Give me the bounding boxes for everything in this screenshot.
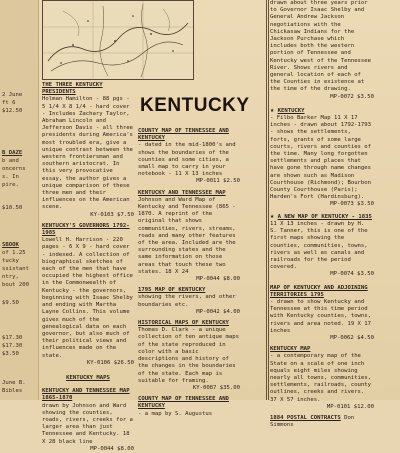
column-left bbox=[42, 82, 134, 453]
item-description: - a contemporary map of the State on a scale of one inch equals eight miles showing nearly all towns, communities, settlements, railroads, county outlines, creeks and rivers. 37 X 57 inches. bbox=[270, 353, 372, 403]
strip-fragment: Bibles bbox=[2, 388, 23, 394]
strip-fragment: ssistant bbox=[2, 266, 29, 272]
antique-map-illustration bbox=[42, 0, 194, 80]
map-drawing bbox=[43, 1, 193, 79]
page-title: KENTUCKY bbox=[140, 95, 250, 116]
strip-fragment: $17.30 bbox=[2, 335, 23, 341]
item-description: Don Simmons bbox=[270, 414, 355, 429]
left-page-strip bbox=[0, 0, 39, 400]
item-price: MP-0042 $4.00 bbox=[196, 308, 240, 315]
item-heading: KENTUCKY'S GOVERNORS 1792-1985 bbox=[42, 222, 130, 237]
item-price: MP-0073 $3.50 bbox=[330, 201, 374, 208]
strip-fragment: $10.50 bbox=[2, 205, 23, 211]
item-heading: THE THREE KENTUCKY PRESIDENTS bbox=[42, 82, 103, 96]
item-description: - Filbo Barker Map 11 X 17 inches - drawn about 1792-1793 - shows the settlements, forts, grants of some large courts, rivers and counties of the time. Many long forgotten settlements and places that have gone through name changes are shown such as Madison Courthouse (Richmond); Bourbon County Courthouse (Paris); Harden's Fort (Hardinsburg). bbox=[270, 115, 372, 201]
item-heading: KENTUCKY AND TENNESSEE MAP bbox=[138, 189, 226, 196]
strip-fragment: of 1.25 bbox=[2, 250, 26, 256]
strip-fragment: tucky bbox=[2, 258, 19, 264]
item-heading: A NEW MAP OF KENTUCKY - 1835 bbox=[277, 213, 372, 220]
strip-fragment: ft 6 bbox=[2, 100, 16, 106]
item-description: Holman Hamilton - 88 pgs - 5 1/4 X 8 1/4 - hard cover - Includes Zachary Taylor, Abraham Lincoln and Jefferson Davis - all three presidents during America's most troubled era, give a unique contrast between the western frontiersman and southern aristocrat. In this very provocative essay, the author gives a unique comparison of these three men and their influences on the American scene. bbox=[42, 96, 133, 211]
item-heading: 1795 MAP OF KENTUCKY bbox=[138, 287, 206, 294]
item-description: drawn by Johnson and Ward showing the counties, roads, rivers, creeks for a larger area than just Tennessee and Kentucky. 18 X 28 black line bbox=[42, 402, 133, 445]
item-heading: KENTUCKY bbox=[277, 107, 305, 114]
item-price: MP-0074 $3.50 bbox=[330, 271, 374, 278]
strip-fragment: B DAZE bbox=[2, 150, 23, 156]
item-description: Johnson and Ward Map of Kentucky and Tennessee (865 - 1870. A reprint of the original that shows communities, rivers, streams, roads and many other features of the area. Included are the surrounding states and the same information on those areas that touch these two states. 18 X 24 bbox=[138, 196, 236, 275]
item-description: - dated in the mid-1800's and shows the boundaries of the counties and some cities, a small map to carry in your notebook - 11 X 13 inches bbox=[138, 142, 236, 178]
column-middle bbox=[138, 128, 240, 418]
item-heading: KENTUCKY MAP bbox=[270, 346, 311, 353]
item-heading: HISTORICAL MAPS OF KENTUCKY bbox=[138, 320, 229, 327]
strip-fragment: bout 200 bbox=[2, 282, 29, 288]
star-icon: ★ bbox=[270, 105, 275, 114]
item-description: 11 X 13 inches - drawn by H. S. Tanner, this is one of the first maps showing the counties, communities, towns, rivers as well as canals and railroads for the period covered. bbox=[270, 220, 368, 271]
strip-fragment: b and bbox=[2, 158, 19, 164]
strip-fragment: SBOOK bbox=[2, 242, 19, 248]
column-divider bbox=[268, 0, 269, 400]
star-icon: ★ bbox=[270, 211, 275, 220]
item-price: MP-0062 $4.50 bbox=[330, 334, 374, 341]
strip-fragment: $3.50 bbox=[2, 351, 19, 357]
section-heading: KENTUCKY MAPS bbox=[66, 374, 110, 381]
strip-fragment: oncerns bbox=[2, 166, 26, 172]
column-right bbox=[270, 0, 374, 429]
item-price: MP-0101 $12.00 bbox=[326, 403, 374, 410]
strip-fragment: $9.50 bbox=[2, 300, 19, 306]
item-price: MP-0044 $8.00 bbox=[196, 276, 240, 283]
strip-fragment: s. In bbox=[2, 174, 19, 180]
strip-fragment: $12.50 bbox=[2, 108, 23, 114]
item-heading: COUNTY MAP OF TENNESSEE AND KENTUCKY bbox=[138, 396, 229, 410]
item-heading: 1884 POSTAL CONTRACTS bbox=[270, 414, 341, 421]
item-description: - a map by S. Augustus bbox=[138, 410, 213, 417]
strip-fragment: June B. bbox=[2, 380, 26, 386]
item-price: MP-0011 $2.50 bbox=[196, 178, 240, 185]
strip-fragment: 2 June bbox=[2, 92, 23, 98]
item-description: Lowell H. Harrison - 220 pages - 6 X 9 - hard cover - indexed. A collection of biographical sketches of each of the men that have occupied the highest office in the Commonwealth of Kentucky - the governors, beginning with Isaac Shelby and ending with Martha Layne Collins. This volume gives much of the genealogical data on each governor, but also much of their political views and influences made on the state. bbox=[42, 237, 133, 359]
item-description: - drawn to show Kentucky and Tennessee at this time period with Kentucky counties, towns, rivers and area noted. 19 X 17 inches bbox=[270, 298, 372, 334]
item-price: MP-0072 $3.50 bbox=[330, 93, 374, 100]
column-divider bbox=[266, 0, 267, 400]
item-price: KY-0103 $7.50 bbox=[90, 211, 134, 218]
item-heading: KENTUCKY AND TENNESSEE MAP 1865-1870 bbox=[42, 388, 130, 402]
item-price: KY-0106 $26.50 bbox=[86, 359, 134, 366]
strip-fragment: $17.30 bbox=[2, 343, 23, 349]
item-description: drawn about three years prior to Governor Isaac Shelby and General Andrew Jackson negotiations with the Chickasaw Indians for the Jackson Purchase which includes both the western portion of Tennessee and Kentucky west of the Tennessee River. Shows rivers and general location of each of the Counties in existence at the time of the drawing. bbox=[270, 0, 372, 93]
item-price: MP-0044 $8.00 bbox=[90, 445, 134, 452]
item-price: KY-0087 $35.00 bbox=[192, 384, 240, 391]
item-description: Thomas D. Clark - a unique collection of ten antique maps of the state reproduced in color with a basic descriptions and history of the changes in the boundaries of the state. Each map is suitable for framing. bbox=[138, 327, 240, 384]
item-heading: COUNTY MAP OF TENNESSEE AND KENTUCKY bbox=[138, 128, 229, 142]
strip-fragment: pire. bbox=[2, 182, 19, 188]
strip-fragment: ntry, bbox=[2, 274, 19, 280]
item-description: showing the rivers, and other boundaries etc. bbox=[138, 294, 236, 308]
item-heading: MAP OF KENTUCKY AND ADJOINING TERRITORIES 1795 bbox=[270, 284, 368, 298]
